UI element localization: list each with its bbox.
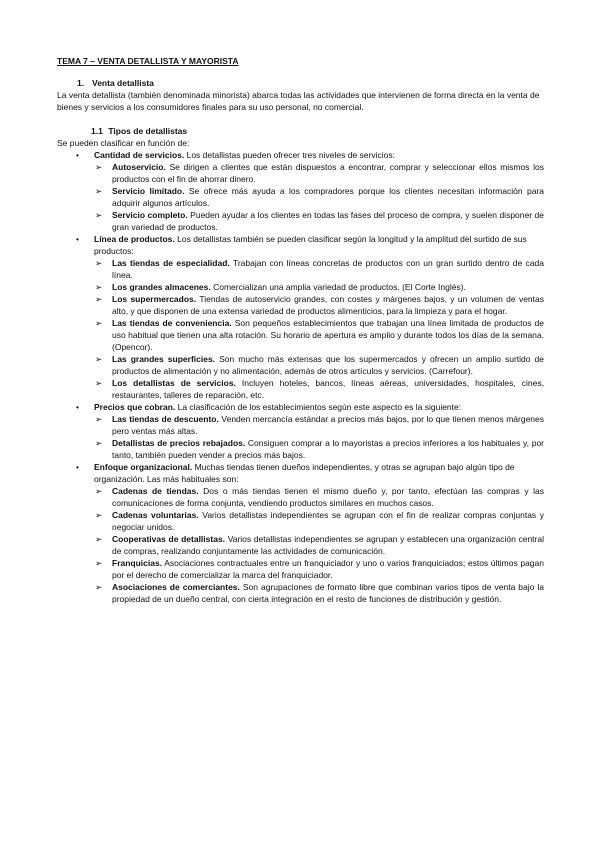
subitem-text: Asociaciones contractuales entre un franquiciador y uno o varios franquiciados; estos últimos pagan por el derecho de comercializar la marca del franquiciador. xyxy=(112,558,544,580)
arrow-bullet-icon: ➢ xyxy=(95,378,103,388)
subitem-term: Cadenas voluntarias. xyxy=(112,510,199,520)
subitem xyxy=(94,257,544,281)
subitem-list xyxy=(94,413,544,461)
arrow-bullet-icon: ➢ xyxy=(95,282,103,292)
arrow-bullet-icon: ➢ xyxy=(95,486,103,496)
subitem xyxy=(94,185,544,209)
subitem-text: Varios detallistas independientes se agrupan y establecen una organización central de compras, realizando conjuntamente las actividades de comunicación. xyxy=(112,534,544,556)
criterion-text: Los detallistas pueden ofrecer tres niveles de servicios: xyxy=(184,150,395,160)
document-title: TEMA 7 – VENTA DETALLISTA Y MAYORISTA xyxy=(57,56,239,66)
subitem-text: Consiguen comprar a lo mayoristas a precios inferiores a los habituales y, por tanto, también pueden vender a precios más bajos. xyxy=(112,438,544,460)
arrow-bullet-icon: ➢ xyxy=(95,582,103,592)
criterion-item xyxy=(57,149,544,233)
subitem-text: Son agrupaciones de formato libre que combinan varios tipos de venta bajo la propiedad de un dueño central, con cierta integración en el resto de funciones de distribución y gestión. xyxy=(112,582,544,604)
subitem xyxy=(94,509,544,533)
section-1-number: 1. xyxy=(77,78,85,88)
subitem-text: Incluyen hoteles, bancos, líneas aéreas, universidades, hospitales, cines, restaurantes, talleres de reparación, etc. xyxy=(112,378,544,400)
arrow-bullet-icon: ➢ xyxy=(95,510,103,520)
subitem-term: Las tiendas de descuento. xyxy=(112,414,219,424)
subitem xyxy=(94,209,544,233)
subitem-text: Pueden ayudar a los clientes en todas las fases del proceso de compra, y suelen disponer de gran variedad de productos. xyxy=(112,210,544,232)
subitem-text: Tiendas de autoservicio grandes, con costes y márgenes bajos, y un volumen de ventas alto, y que disponen de una extensa variedad de productos alimenticios, para la limpieza y para el hogar. xyxy=(112,294,545,316)
arrow-bullet-icon: ➢ xyxy=(95,438,103,448)
section-1-1-heading xyxy=(91,125,544,137)
subitem-term: Los detallistas de servicios. xyxy=(112,378,236,388)
bullet-icon: • xyxy=(76,150,79,160)
criterion-term: Línea de productos. xyxy=(94,234,175,244)
section-1-title: Venta detallista xyxy=(92,78,154,88)
section-1-1-title: Tipos de detallistas xyxy=(108,126,188,136)
subitem-text: Varios detallistas independientes se agrupan con el fin de realizar compras conjuntas y negociar unidos. xyxy=(112,510,544,532)
bullet-icon: • xyxy=(76,234,79,244)
subitem-term: Los supermercados. xyxy=(112,294,197,304)
subitem xyxy=(94,581,544,605)
subitem-list xyxy=(94,161,544,233)
subitem-term: Cooperativas de detallistas. xyxy=(112,534,226,544)
criterion-item xyxy=(57,461,544,605)
section-1-1-number: 1.1 xyxy=(91,126,103,136)
subitem-term: Los grandes almacenes. xyxy=(112,282,211,292)
subitem-term: Asociaciones de comerciantes. xyxy=(112,582,240,592)
subitem-term: Las tiendas de conveniencia. xyxy=(112,318,232,328)
subitem xyxy=(94,353,544,377)
criterion-text: Muchas tiendas tienen dueños independientes, y otras se agrupan bajo algún tipo de organización. Las más habituales son: xyxy=(94,462,515,484)
subitem-term: Las grandes superficies. xyxy=(112,354,216,364)
criterion-term: Precios que cobran. xyxy=(94,402,176,412)
subitem xyxy=(94,293,544,317)
subitem-term: Servicio completo. xyxy=(112,210,188,220)
criterion-term: Cantidad de servicios. xyxy=(94,150,185,160)
subitem-term: Autoservicio. xyxy=(112,162,166,172)
arrow-bullet-icon: ➢ xyxy=(95,210,103,220)
arrow-bullet-icon: ➢ xyxy=(95,534,103,544)
subitem-text: Son pequeños establecimientos que trabajan una línea limitada de productos de uso habitual que tienen una alta rotación. Su horario de apertura es amplio y durante todos los días de la semana. (Opencor). xyxy=(112,318,544,352)
subitem-text: Se ofrece más ayuda a los compradores porque los clientes necesitan información para adquirir algunos artículos. xyxy=(112,186,544,208)
subitem-term: Servicio limitado. xyxy=(112,186,185,196)
subitem-text: Venden mercancía estándar a precios más bajos, por lo que tienen menos márgenes pero ventas más altas. xyxy=(112,414,544,436)
subitem-text: Comercializan una amplia variedad de productos. (El Corte Inglés). xyxy=(210,282,466,292)
subitem xyxy=(94,533,544,557)
subitem xyxy=(94,485,544,509)
subitem xyxy=(94,161,544,185)
subitem-term: Detallistas de precios rebajados. xyxy=(112,438,246,448)
criterion-term: Enfoque organizacional. xyxy=(94,462,193,472)
subitem xyxy=(94,281,544,293)
subitem-term: Cadenas de tiendas. xyxy=(112,486,199,496)
subitem xyxy=(94,413,544,437)
arrow-bullet-icon: ➢ xyxy=(95,186,103,196)
subitem xyxy=(94,377,544,401)
criterion-item xyxy=(57,233,544,401)
subitem-text: Son mucho más extensas que los supermercados y ofrecen un amplio surtido de productos de alimentación y no alimentación, además de otros artículos y servicios. (Carrefour). xyxy=(112,354,544,376)
section-1-paragraph: La venta detallista (también denominada minorista) abarca todas las actividades que intervienen de forma directa en la venta de bienes y servicios a los consumidores finales para su uso personal, no comercial. xyxy=(57,90,540,112)
subitem-term: Las tiendas de especialidad. xyxy=(112,258,230,268)
section-1-1-intro: Se pueden clasificar en función de: xyxy=(57,138,190,148)
arrow-bullet-icon: ➢ xyxy=(95,294,103,304)
arrow-bullet-icon: ➢ xyxy=(95,414,103,424)
subitem-text: Trabajan con líneas concretas de productos con un gran surtido dentro de cada línea. xyxy=(112,258,544,280)
subitem-list xyxy=(94,257,544,401)
bullet-icon: • xyxy=(76,462,79,472)
section-1-heading xyxy=(77,77,544,89)
arrow-bullet-icon: ➢ xyxy=(95,354,103,364)
criterion-text: Los detallistas también se pueden clasificar según la longitud y la amplitud del surtido de sus productos: xyxy=(94,234,527,256)
arrow-bullet-icon: ➢ xyxy=(95,318,103,328)
subitem-text: Se dirigen a clientes que están dispuestos a encontrar, comprar y seleccionar ellos mismos los productos con el fin de ahorrar dinero. xyxy=(112,162,544,184)
bullet-icon: • xyxy=(76,402,79,412)
subitem-text: Dos o más tiendas tienen el mismo dueño y, por tanto, efectúan las compras y las comunicaciones de forma conjunta, vendiendo productos similares en muchos casos. xyxy=(112,486,544,508)
arrow-bullet-icon: ➢ xyxy=(95,258,103,268)
subitem-term: Franquicias. xyxy=(112,558,163,568)
criterion-item xyxy=(57,401,544,461)
subitem xyxy=(94,317,544,353)
subitem xyxy=(94,557,544,581)
arrow-bullet-icon: ➢ xyxy=(95,162,103,172)
subitem xyxy=(94,437,544,461)
criteria-list xyxy=(57,149,544,605)
subitem-list xyxy=(94,485,544,605)
arrow-bullet-icon: ➢ xyxy=(95,558,103,568)
criterion-text: La clasificación de los establecimientos según este aspecto es la siguiente: xyxy=(175,402,462,412)
